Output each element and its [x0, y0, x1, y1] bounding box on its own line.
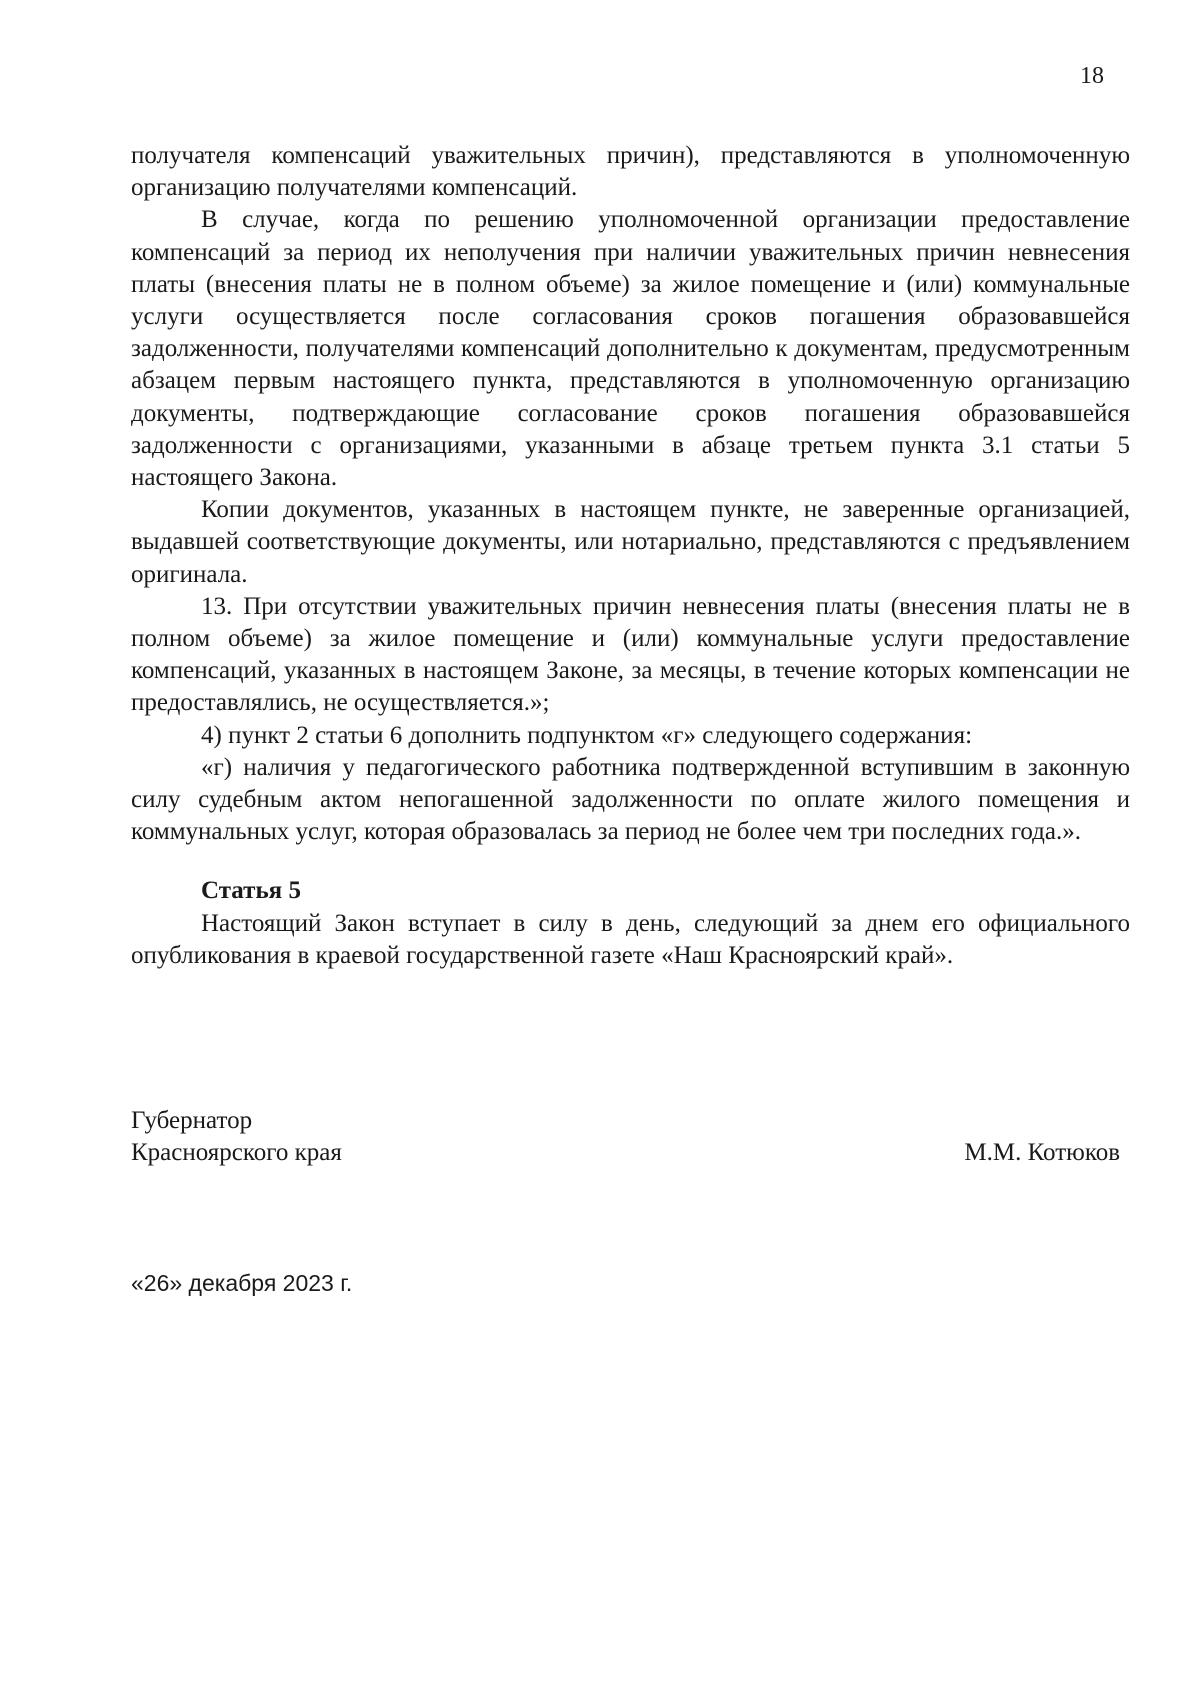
signatory-title-line1: Губернатор — [131, 1107, 253, 1134]
document-date: «26» декабря 2023 г. — [131, 1270, 353, 1296]
paragraph-subitem-g: «г) наличия у педагогического работника подтвержденной вступившим в законную силу судебным актом непогашенной задолженности по оплате жилого помещения и коммунальных услуг, которая образовалась за период не более чем три последних года.». — [131, 753, 1130, 846]
document-body — [131, 140, 1130, 972]
signature-row — [131, 1137, 1130, 1169]
paragraph-agreement-terms: В случае, когда по решению уполномоченной организации предоставление компенсаций за период их неполучения при наличии уважительных причин невнесения платы (внесения платы не в полном объеме) за жилое помещение и (или) коммунальные услуги осуществляется после согласования сроков погашения образовавшейся задолженности, получателями компенсаций дополнительно к документам, предусмотренным абзацем первым настоящего пункта, представляются в уполномоченную организацию документы, подтверждающие согласование сроков погашения образовавшейся задолженности с организациями, указанными в абзаце третьем пункта 3.1 статьи 5 настоящего Закона. — [131, 206, 1130, 492]
signature-block — [131, 1105, 1130, 1169]
article-heading: Статья 5 — [201, 877, 301, 905]
paragraph-continuation: получателя компенсаций уважительных причин), представляются в уполномоченную организацию получателями компенсаций. — [131, 142, 1130, 202]
paragraph-document-copies: Копии документов, указанных в настоящем пункте, не заверенные организацией, выдавшей соответствующие документы, или нотариально, представляются с предъявлением оригинала. — [131, 496, 1130, 588]
paragraph-item-13: 13. При отсутствии уважительных причин невнесения платы (внесения платы не в полном объеме) за жилое помещение и (или) коммунальные услуги предоставление компенсаций, указанных в настоящем Законе, за месяцы, в течение которых компенсации не предоставлялись, не осуществляется.»; — [131, 592, 1130, 717]
page-number: 18 — [1080, 63, 1104, 89]
signatory-title-line2: Красноярского края — [131, 1139, 342, 1167]
signatory-name: М.М. Котюков — [964, 1139, 1120, 1167]
paragraph-amendment-4: 4) пункт 2 статьи 6 дополнить подпунктом «г» следующего содержания: — [201, 721, 973, 749]
article-text: Настоящий Закон вступает в силу в день, следующий за днем его официального опубликования в краевой государственной газете «Наш Красноярский край». — [131, 909, 1130, 969]
